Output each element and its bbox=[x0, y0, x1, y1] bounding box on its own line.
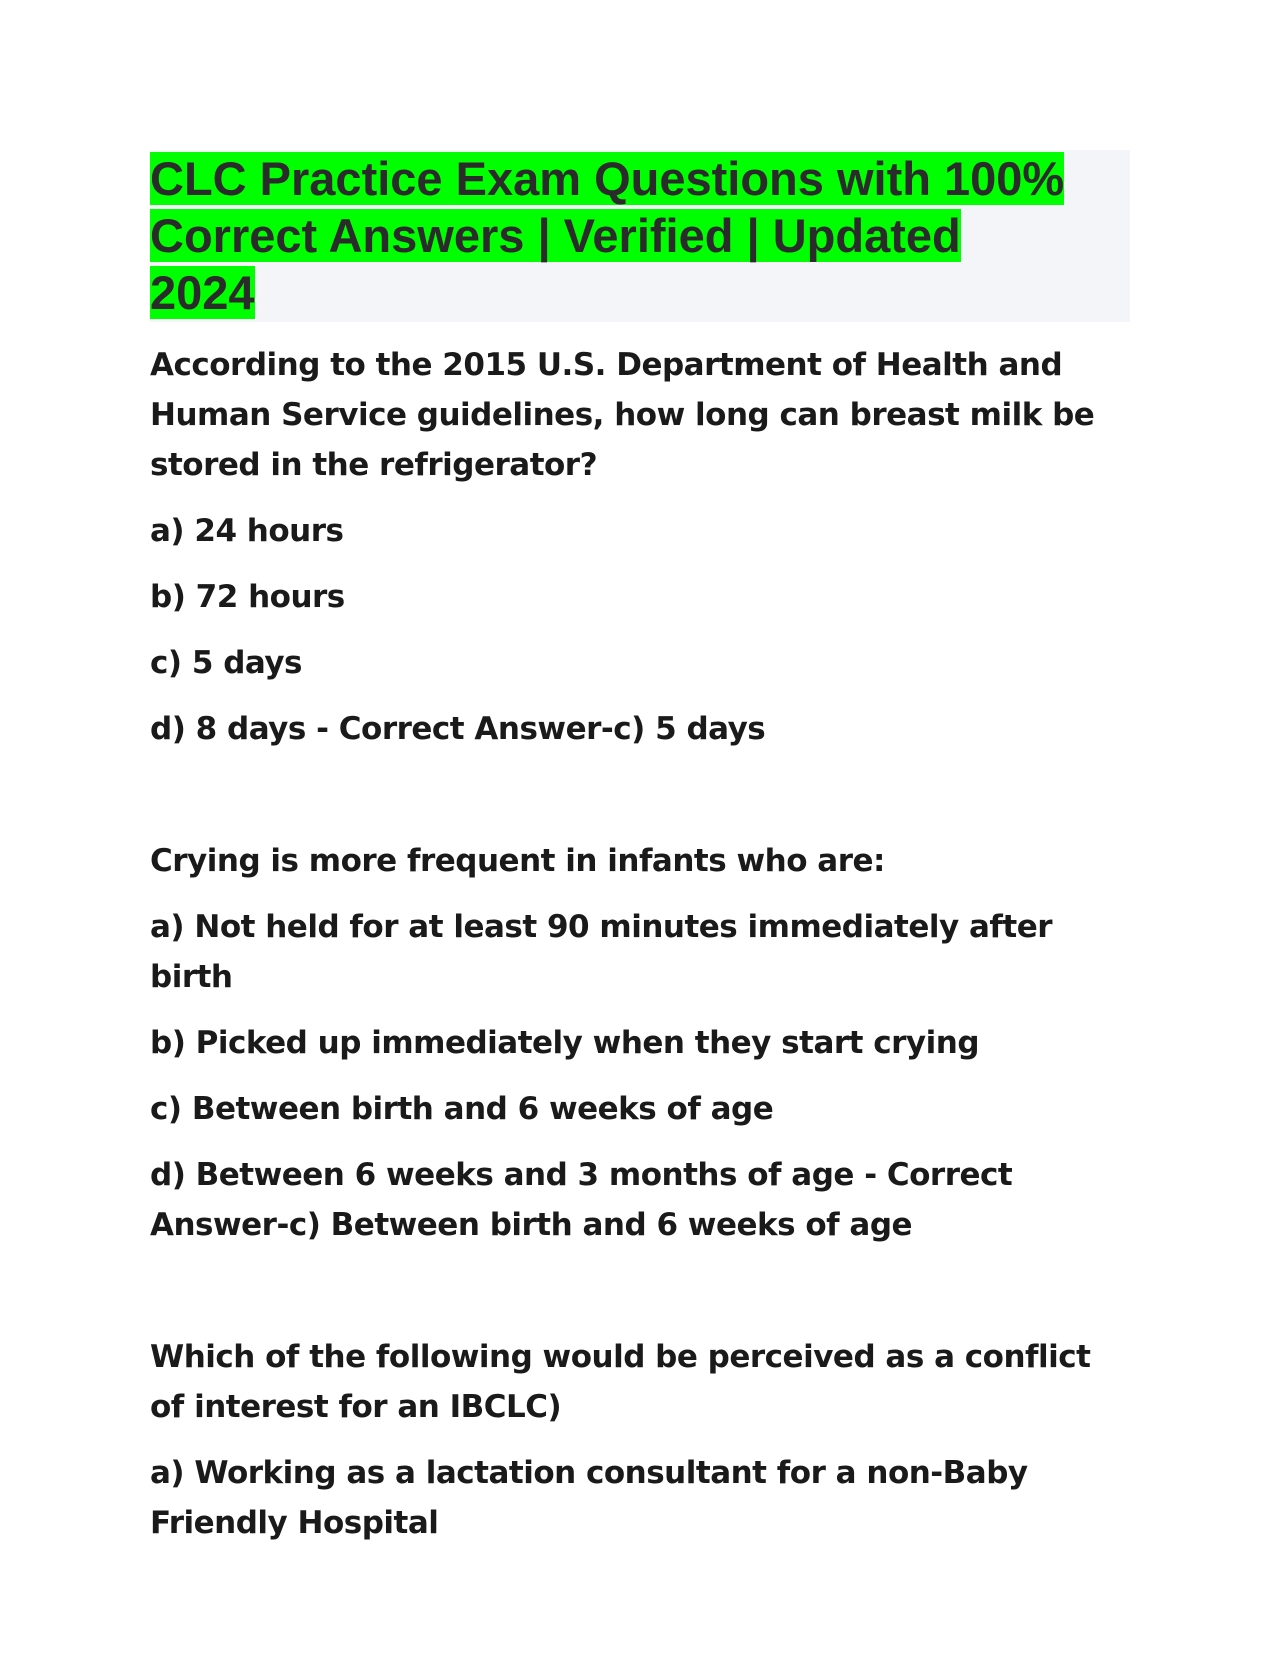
document-title-block bbox=[150, 150, 1130, 322]
question-3-option-a: a) Working as a lactation consultant for a non-Baby Friendly Hospital bbox=[150, 1455, 1028, 1541]
question-1-option-a: a) 24 hours bbox=[150, 513, 344, 549]
question-1-option-b: b) 72 hours bbox=[150, 579, 345, 615]
question-2-option-a: a) Not held for at least 90 minutes immediately after birth bbox=[150, 909, 1053, 995]
question-2-option-b: b) Picked up immediately when they start crying bbox=[150, 1025, 980, 1061]
question-2-stem: Crying is more frequent in infants who are: bbox=[150, 843, 885, 879]
title-line-2: Correct Answers | Verified | Updated bbox=[150, 209, 961, 262]
question-1-option-d: d) 8 days - Correct Answer-c) 5 days bbox=[150, 711, 766, 747]
question-2-option-d: d) Between 6 weeks and 3 months of age - Correct Answer-c) Between birth and 6 weeks of age bbox=[150, 1157, 1013, 1243]
document-title bbox=[150, 150, 1130, 321]
question-1-option-c: c) 5 days bbox=[150, 645, 303, 681]
question-1-stem: According to the 2015 U.S. Department of Health and Human Service guidelines, how long can breast milk be stored in the refrigerator? bbox=[150, 347, 1095, 483]
question-2-option-c: c) Between birth and 6 weeks of age bbox=[150, 1091, 774, 1127]
document-body bbox=[150, 340, 1130, 1564]
title-line-3: 2024 bbox=[150, 266, 255, 319]
question-spacer bbox=[150, 770, 1130, 836]
question-spacer bbox=[150, 1266, 1130, 1332]
title-line-1: CLC Practice Exam Questions with 100% bbox=[150, 152, 1065, 205]
question-3-stem: Which of the following would be perceived as a conflict of interest for an IBCLC) bbox=[150, 1339, 1091, 1425]
